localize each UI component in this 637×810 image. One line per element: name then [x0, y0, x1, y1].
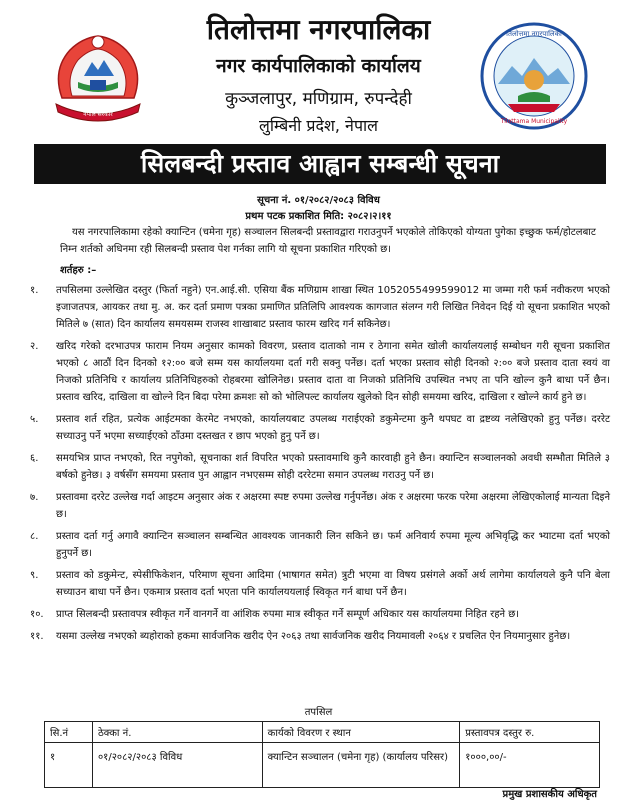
condition-text: समयभित्र प्राप्त नभएको, रित नपुगेको, सूचनाका शर्त विपरित भएको प्रस्तावमाथि कुनै कारवाही हुने छैन। क्यान्टिन सञ्चालनको अवधी सम्भौता मितिले ३ बर्षको हुनेछ। ३ वर्षसँग समयमा प्रस्ताव पुन आह्वान नभएसम्म सोही दररेटमा समान उपलब्ध गराउनु पर्ने छ। — [56, 453, 610, 481]
letterhead — [0, 0, 637, 140]
municipality-logo-icon — [478, 20, 590, 132]
table-header: सि.नं — [45, 722, 93, 743]
condition-number: १. — [30, 285, 39, 296]
table-cell: १०००,००/- — [460, 743, 600, 788]
conditions-list — [30, 282, 610, 650]
table-header: प्रस्तावपत्र दस्तुर रु. — [460, 722, 600, 743]
condition-text: यसमा उल्लेख नभएको ब्यहोराको हकमा सार्वजनिक खरीद ऐन २०६३ तथा सार्वजनिक खरीद नियमावली २०६४ र प्रचलित ऐन नियमानुसार हुनेछ। — [56, 631, 571, 642]
condition-text: प्रस्ताव दर्ता गर्नु अगावै क्यान्टिन सञ्चालन सम्बन्धित आवश्यक जानकारी लिन सकिने छ। फर्म अनिवार्य रुपमा मूल्य अभिवृद्धि कर भ्याटमा दर्ता भएको हुनुपर्ने छ। — [56, 531, 610, 559]
office-province: लुम्बिनी प्रदेश, नेपाल — [258, 116, 379, 135]
condition-item — [30, 567, 610, 601]
table-header: कार्यको विवरण र स्थान — [262, 722, 460, 743]
intro-paragraph: यस नगरपालिकामा रहेको क्यान्टिन (चमेना गृह) सञ्चालन सिलबन्दी प्रस्तावद्वारा गराउनुपर्ने भएकोले तोकिएको योग्यता पुगेका इच्छुक फर्म/होटलबाट निम्न शर्तको अधिनमा रही सिलबन्दी प्रस्ताव पेश गर्नका लागि यो सूचना प्रकाशित गरिएको छ। — [60, 227, 596, 255]
condition-item — [30, 528, 610, 562]
condition-item — [30, 282, 610, 333]
signatory-title: प्रमुख प्रशासकीय अधिकृत — [502, 789, 597, 800]
table-cell: क्यान्टिन सञ्चालन (चमेना गृह) (कार्यालय परिसर) — [262, 743, 460, 788]
schedule-table — [44, 721, 600, 788]
condition-item — [30, 628, 610, 645]
condition-text: प्राप्त सिलबन्दी प्रस्तावपत्र स्वीकृत गर्ने वानगर्ने वा आंशिक रुपमा मात्र स्वीकृत गर्ने सम्पूर्ण अधिकार यस कार्यालयमा निहित रहने छ। — [56, 609, 520, 620]
table-row — [45, 743, 600, 788]
notice-number: सूचना नं. ०१/२०८२/२०८३ विविध — [257, 195, 380, 206]
condition-text: प्रस्तावमा दररेट उल्लेख गर्दा आइटम अनुसार अंक र अक्षरमा स्पष्ट रुपमा उल्लेख गर्नुपर्नेछ। अंक र अक्षरमा फरक परेमा अक्षरमा लेखिएकोलाई मान्यता दिइने छ। — [56, 492, 610, 520]
condition-number: ६. — [30, 453, 39, 464]
condition-number: ८. — [30, 531, 39, 542]
condition-item — [30, 450, 610, 484]
condition-text: खरिद गरेको दरभाउपत्र फाराम नियम अनुसार कामको विवरण, प्रस्ताव दाताको नाम र ठेगाना समेत खोली कार्यालयलाई सम्बोधन गरी सूचना प्रकाशित भएको ८ आठौं दिन दिनको १२:०० बजे सम्म यस कार्यालयमा दर्ता गरी सक्नु पर्नेछ। दर्ता भएका प्रस्ताव सोही दिनको २:०० बजे प्रस्ताव दाता स्वयं वा निजको प्रतिनिधि र कार्यालय प्रतिनिधिहरुको रोहबरमा खोलिनेछ। प्रस्ताव दाता वा निजको प्रतिनिधि उपस्थित नभए ता पनि खोल्न कुनै बाधा पर्ने छैन। प्रस्ताव खरिद, दाखिला वा खोल्ने दिन बिदा परेमा क्रमशः सो को भोलिपल्ट कार्यालय खुलेको दिन सोही समयमा खरिद, दाखिला र खोल्ने कार्य हुने छ। — [56, 341, 610, 403]
conditions-heading: शर्तहरु :– — [60, 265, 97, 276]
publish-date: प्रथम पटक प्रकाशित मिति: २०८२।२।११ — [245, 211, 392, 222]
table-cell: १ — [45, 743, 93, 788]
condition-text: प्रस्ताव को डकुमेन्ट, स्पेसीफिकेशन, परिमाण सूचना आदिमा (भाषागत समेत) त्रुटी भएमा वा विषय प्रसंगले अर्को अर्थ लागेमा कार्यालयले कुनै पनि बेला सच्याउन बाधा पर्ने छैन। एकमात्र प्रस्ताव दर्ता भएता पनि कार्यालययलाई स्विकृत गर्न बाधा पर्ने छैन। — [56, 570, 610, 598]
svg-text:नेपाल सरकार: नेपाल सरकार — [83, 111, 113, 118]
condition-number: ११. — [30, 631, 44, 642]
condition-number: ९. — [30, 570, 39, 581]
office-name: तिलोत्तमा नगरपालिका — [206, 13, 431, 46]
condition-item — [30, 606, 610, 623]
condition-item — [30, 338, 610, 406]
condition-text: प्रस्ताव शर्त रहित, प्रत्येक आईटमका केरमेट नभएको, कार्यालयबाट उपलब्ध गराईएको डकुमेन्टमा कुनै थपघट वा द्रष्टव्य नलेखिएको हुनु पर्नेछ। दररेट सच्याउनु पर्ने भएमा सच्याईएको ठाँउमा दस्तखत र छाप भएको हुनु पर्ने छ। — [56, 414, 610, 442]
notice-title-banner: सिलबन्दी प्रस्ताव आह्वान सम्बन्धी सूचना — [34, 144, 606, 184]
table-header: ठेक्का नं. — [92, 722, 262, 743]
condition-text: तपसिलमा उल्लेखित दस्तुर (फिर्ता नहुने) एन.आई.सी. एसिया बैंक मणिग्राम शाखा स्थित 1052055499599012 मा जम्मा गरी फर्म नवीकरण भएको इजाजतपत्र, आयकर तथा मु. अ. कर दर्ता प्रमाण पत्रका प्रमाणित प्रतिलिपि आवश्यक कागजात संलग्न गरी लिखित निवेदन दिई यो सूचना प्रकाशित भएको मितिले ७ (सात) दिन कार्यालय समयसम्म राजस्व शाखाबाट प्रस्ताव फारम खरिद गर्न सकिनेछ। — [56, 285, 610, 330]
logo-text: तिलोत्तमा नगरपालिका — [506, 30, 562, 38]
schedule-heading: तपसिल — [304, 707, 333, 718]
condition-item — [30, 489, 610, 523]
table-header-row — [45, 722, 600, 743]
condition-number: ५. — [30, 414, 39, 425]
condition-number: १०. — [30, 609, 44, 620]
office-address: कुञ्जलापुर, मणिग्राम, रुपन्देही — [225, 89, 412, 109]
condition-item — [30, 411, 610, 445]
logo-text-en: Tilottama Municipality — [500, 118, 568, 125]
office-subtitle: नगर कार्यपालिकाको कार्यालय — [216, 55, 421, 77]
nepal-emblem-icon — [42, 20, 154, 130]
table-cell: ०१/२०८२/२०८३ विविध — [92, 743, 262, 788]
condition-number: २. — [30, 341, 39, 352]
condition-number: ७. — [30, 492, 39, 503]
